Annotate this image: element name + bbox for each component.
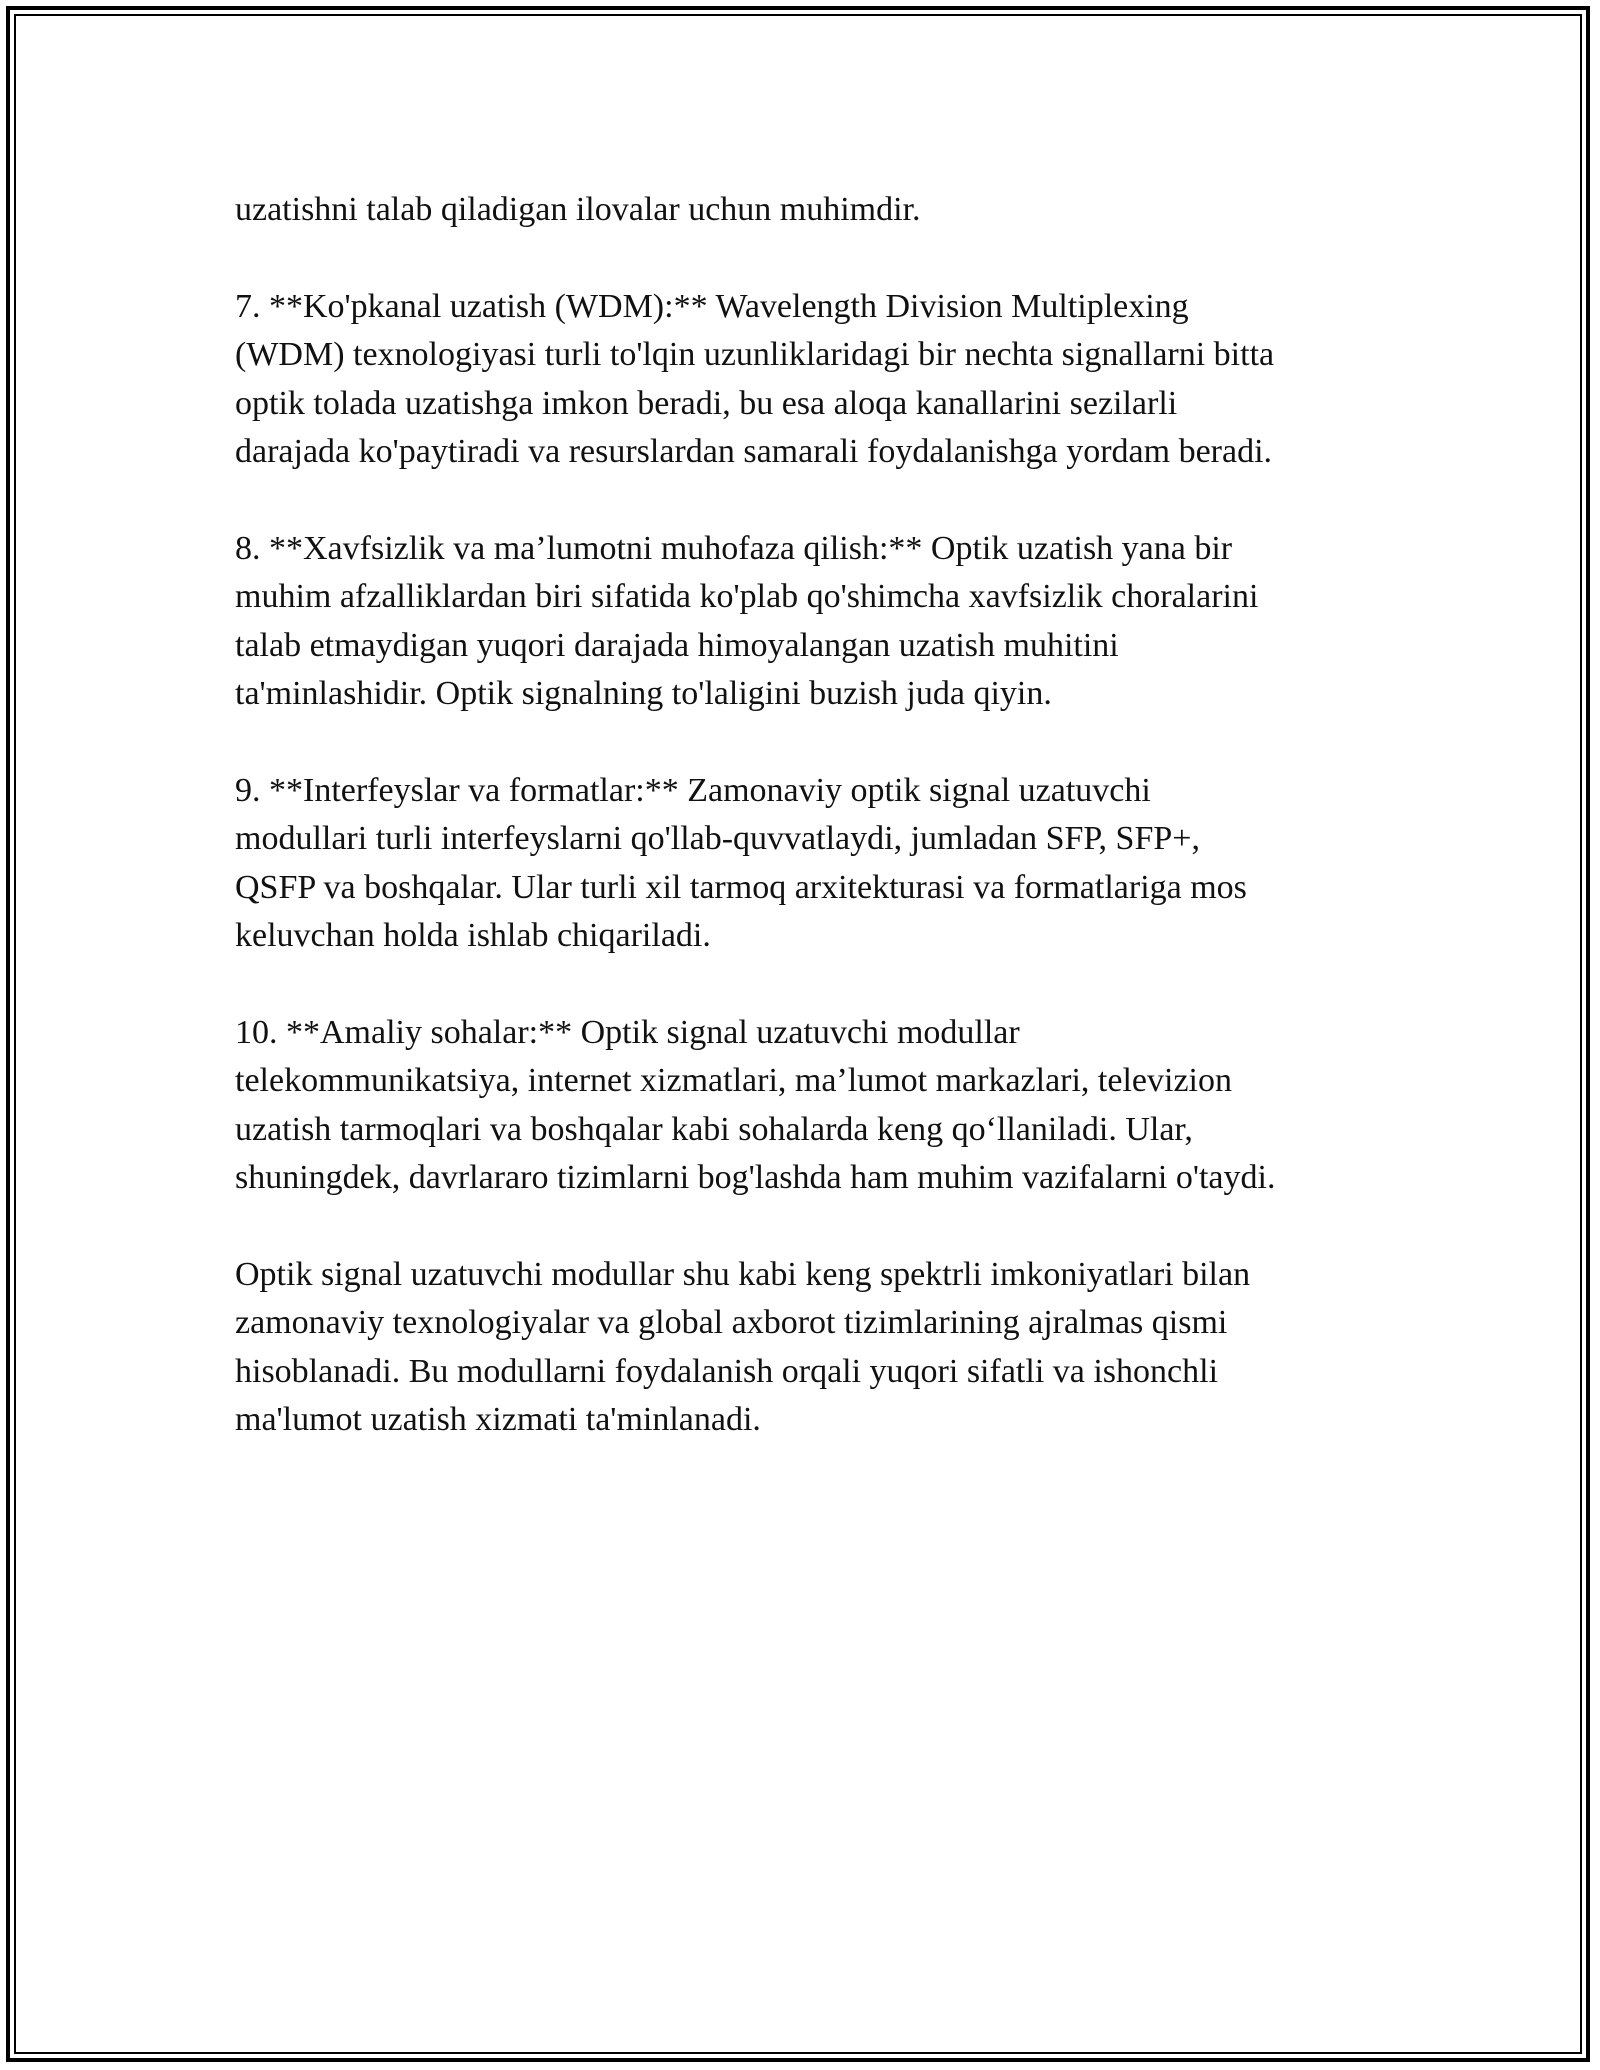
paragraph-item-8-security: 8. **Xavfsizlik va ma’lumotni muhofaza qilish:** Optik uzatish yana bir muhim afzalliklardan biri sifatida ko'plab qo'shimcha xavfsizlik choralarini talab etmaydigan yuqori darajada himoyalangan uzatish muhitini ta'minlashidir. Optik signalning to'laligini buzish juda qiyin. (235, 529, 1259, 713)
paragraph-conclusion: Optik signal uzatuvchi modullar shu kabi keng spektrli imkoniyatlari bilan zamonaviy texnologiyalar va global axborot tizimlarining ajralmas qismi hisoblanadi. Bu modullarni foydalanish orqali yuqori sifatli va ishonchli ma'lumot uzatish xizmati ta'minlanadi. (235, 1255, 1251, 1439)
paragraph-continuation: uzatishni talab qiladigan ilovalar uchun muhimdir. (235, 191, 921, 228)
paragraph-item-9-interfaces: 9. **Interfeyslar va formatlar:** Zamonaviy optik signal uzatuvchi modullari turli interfeyslarni qo'llab-quvvatlaydi, jumladan SFP, SFP+, QSFP va boshqalar. Ular turli xil tarmoq arxitekturasi va formatlariga mos keluvchan holda ishlab chiqariladi. (235, 771, 1247, 955)
paragraph-item-10-applications: 10. **Amaliy sohalar:** Optik signal uzatuvchi modullar telekommunikatsiya, internet xizmatlari, ma’lumot markazlari, televizion uzatish tarmoqlari va boshqalar kabi sohalarda keng qo‘llaniladi. Ular, shuningdek, davrlararo tizimlarni bog'lashda ham muhim vazifalarni o'taydi. (235, 1013, 1276, 1197)
document-body (235, 186, 1365, 1493)
paragraph-item-7-wdm: 7. **Ko'pkanal uzatish (WDM):** Wavelength Division Multiplexing (WDM) texnologiyasi turli to'lqin uzunliklaridagi bir nechta signallarni bitta optik tolada uzatishga imkon beradi, bu esa aloqa kanallarini sezilarli darajada ko'paytiradi va resurslardan samarali foydalanishga yordam beradi. (235, 287, 1275, 471)
